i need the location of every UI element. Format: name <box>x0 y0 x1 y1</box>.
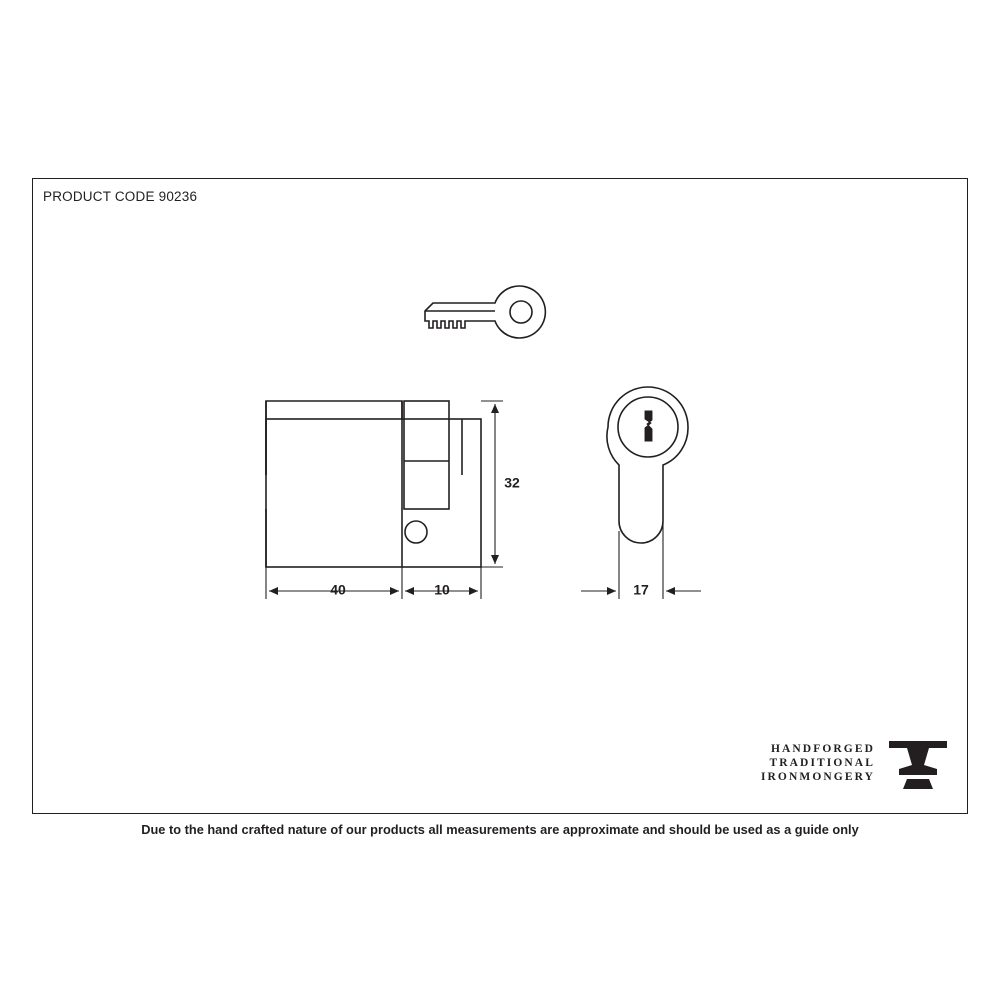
cam-block <box>404 401 449 509</box>
arrow-32-bottom <box>491 555 499 564</box>
brand-line-1: HANDFORGED <box>770 743 875 755</box>
dimension-label-32: 32 <box>504 474 520 491</box>
euro-profile-outline <box>607 387 688 543</box>
arrow-10-left <box>405 587 414 595</box>
dimension-label-40: 40 <box>330 581 346 598</box>
brand-line-3: IRONMONGERY <box>760 771 875 783</box>
keyway-slot <box>645 411 652 441</box>
product-code-label: PRODUCT CODE 90236 <box>43 189 198 204</box>
brand-line-2: TRADITIONAL <box>769 757 875 769</box>
technical-drawing-sheet <box>32 178 968 814</box>
brand-text <box>761 742 875 784</box>
arrow-17-right <box>666 587 675 595</box>
brand-block <box>761 735 949 791</box>
side-elevation-dimensions <box>266 401 503 599</box>
end-elevation <box>607 387 688 543</box>
arrow-17-left <box>607 587 616 595</box>
footer-note: Due to the hand crafted nature of our products all measurements are approximate and should be used as a guide only <box>141 822 859 837</box>
key-bow-hole <box>510 301 532 323</box>
arrow-32-top <box>491 404 499 413</box>
drawing-canvas <box>33 179 969 815</box>
key-outline <box>425 286 545 338</box>
arrow-10-right <box>469 587 478 595</box>
dimension-label-10: 10 <box>434 581 450 598</box>
side-elevation <box>266 401 481 567</box>
fixing-hole <box>405 521 427 543</box>
arrow-40-left <box>269 587 278 595</box>
cylinder-top-barrel <box>266 401 402 419</box>
dimension-label-17: 17 <box>633 581 649 598</box>
key-view <box>425 286 545 338</box>
arrow-40-right <box>390 587 399 595</box>
anvil-logo-icon <box>887 735 949 791</box>
